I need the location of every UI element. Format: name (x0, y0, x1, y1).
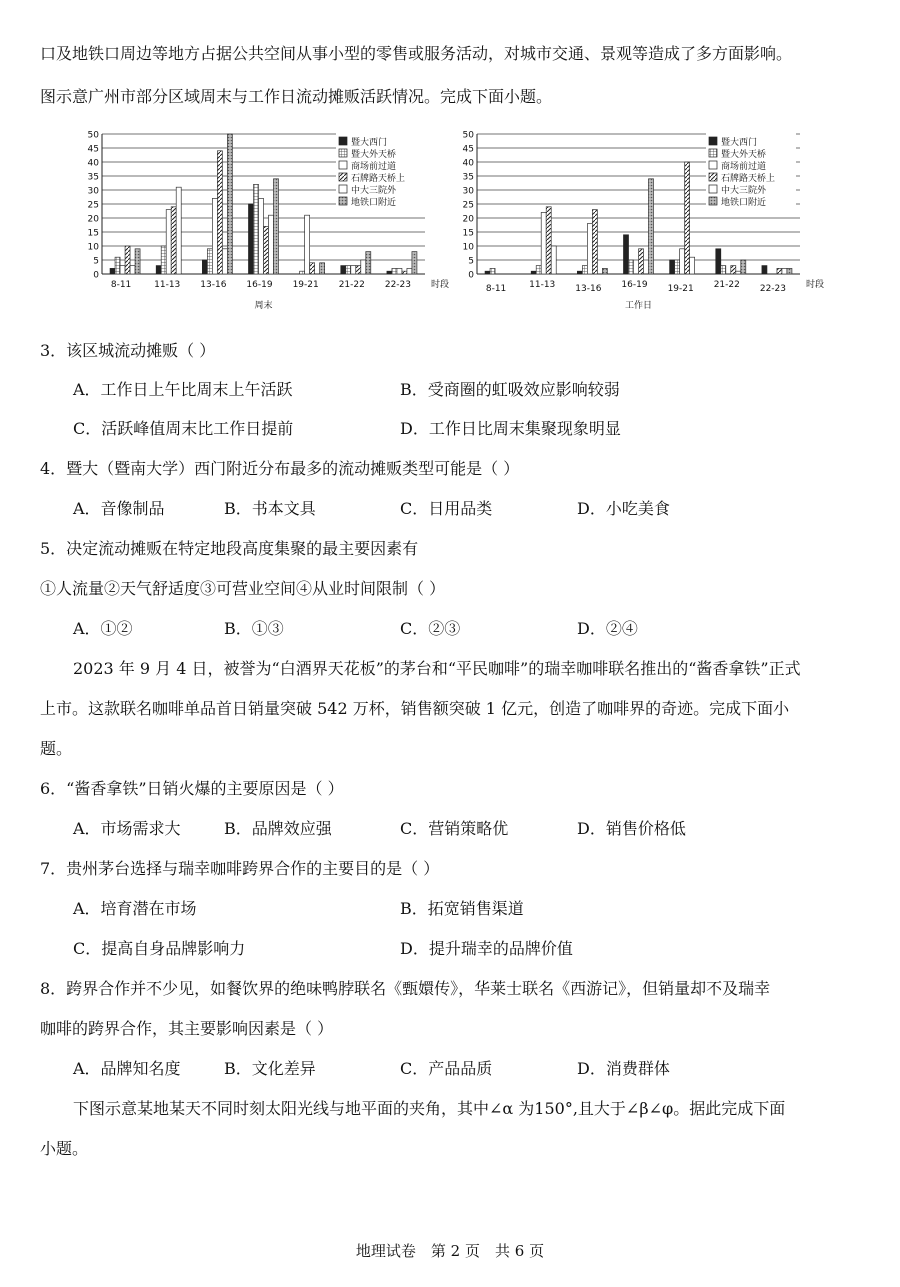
bar (171, 207, 176, 274)
passage3-line-1: 下图示意某地某天不同时刻太阳光线与地平面的夹角，其中∠α 为150°,且大于∠β∠φ。据此完成下面 (73, 1099, 786, 1118)
q6-option-c: C．营销策略优 (400, 819, 509, 838)
bar (731, 266, 736, 274)
x-tick-label: 8-11 (485, 284, 507, 294)
x-tick-label: 13-16 (575, 284, 602, 294)
passage3-line-2: 小题。 (40, 1139, 89, 1158)
q5-option-a: A．①② (73, 619, 133, 638)
bar (685, 162, 690, 274)
bar (274, 179, 279, 274)
bar (254, 184, 259, 274)
legend-swatch (709, 161, 717, 169)
legend-entry: 暨大西门 (721, 138, 758, 148)
x-tick-label: 8-11 (110, 280, 132, 290)
bar (392, 268, 397, 274)
bar (782, 268, 787, 274)
y-tick-label: 5 (468, 256, 474, 267)
q3-option-a: A．工作日上午比周末上午活跃 (73, 380, 293, 399)
bar (222, 249, 227, 274)
bar (120, 266, 125, 274)
q8-option-c: C．产品品质 (400, 1059, 493, 1078)
bar (269, 215, 274, 274)
y-tick-label: 30 (87, 186, 99, 197)
q6-option-d: D．销售价格低 (577, 819, 686, 838)
q5-option-d: D．②④ (577, 619, 638, 638)
legend-entry: 中大三院外 (351, 186, 397, 196)
y-tick-label: 45 (87, 144, 99, 155)
bar (130, 266, 135, 274)
bar (629, 260, 634, 274)
legend-swatch (709, 149, 717, 157)
bar (624, 235, 629, 274)
bar (207, 249, 212, 274)
bar (762, 266, 767, 274)
q8-option-b: B．文化差异 (224, 1059, 316, 1078)
page-footer: 地理试卷 第 2 页 共 6 页 (355, 1242, 545, 1260)
bar (110, 268, 115, 274)
chart-title: 周末 (254, 301, 273, 311)
bar (397, 268, 402, 274)
bar (587, 224, 592, 274)
bar (582, 266, 587, 274)
q7-option-b: B．拓宽销售渠道 (400, 899, 524, 918)
y-tick-label: 10 (87, 242, 99, 253)
bar (690, 257, 695, 274)
bar (402, 271, 407, 274)
legend-swatch (709, 173, 717, 181)
y-tick-label: 25 (87, 200, 99, 211)
legend-swatch (339, 161, 347, 169)
bar (412, 252, 417, 274)
bar (212, 198, 217, 274)
q8-stem: 8．跨界合作并不少见，如餐饮界的绝味鸭脖联名《甄嬛传》，华莱士联名《西游记》，但销量却不及瑞幸 (40, 979, 771, 998)
q5-stem-line2: ①人流量②天气舒适度③可营业空间④从业时间限制（ ） (40, 579, 446, 598)
x-tick-label: 21-22 (713, 280, 740, 290)
x-tick-label: 16-19 (621, 280, 648, 290)
y-tick-label: 15 (87, 228, 99, 239)
bar (670, 260, 675, 274)
passage2-line-3: 题。 (40, 739, 73, 758)
bar (387, 271, 392, 274)
y-tick-label: 15 (462, 228, 474, 239)
bar (300, 271, 305, 274)
legend-entry: 地铁口附近 (721, 198, 767, 208)
y-tick-label: 30 (462, 186, 474, 197)
bar (546, 207, 551, 274)
bar (721, 266, 726, 274)
q7-option-c: C．提高自身品牌影响力 (73, 939, 246, 958)
bar (356, 266, 361, 274)
x-tick-label: 11-13 (529, 280, 556, 290)
bar (551, 246, 556, 274)
weekend-chart (80, 124, 460, 328)
legend-entry: 石牌路天桥上 (351, 174, 406, 184)
bar (135, 249, 140, 274)
q7-stem: 7．贵州茅台选择与瑞幸咖啡跨界合作的主要目的是（ ） (40, 859, 440, 878)
bar (602, 268, 607, 274)
bar (577, 271, 582, 274)
q3-option-d: D．工作日比周末集聚现象明显 (400, 419, 621, 438)
bar (680, 249, 685, 274)
legend-entry: 商场前过道 (351, 162, 397, 172)
x-tick-label: 22-23 (759, 284, 787, 294)
x-tick-label: 19-21 (667, 284, 694, 294)
legend (706, 133, 796, 209)
bar (716, 249, 721, 274)
bar (736, 271, 741, 274)
y-tick-label: 50 (462, 130, 474, 141)
bar (125, 246, 130, 274)
y-tick-label: 40 (462, 158, 474, 169)
chart-title: 工作日 (624, 301, 653, 311)
bar (361, 260, 366, 274)
intro-line-1: 口及地铁口周边等地方占据公共空间从事小型的零售或服务活动，对城市交通、景观等造成了多方面影响。 (40, 44, 793, 63)
y-tick-label: 35 (462, 172, 474, 183)
x-tick-label: 22-23 (384, 280, 412, 290)
x-tick-label: 19-21 (292, 280, 319, 290)
bar (490, 268, 495, 274)
bar (320, 263, 325, 274)
bar (541, 212, 546, 274)
q8-option-a: A．品牌知名度 (73, 1059, 181, 1078)
bar (485, 271, 490, 274)
bar (649, 179, 654, 274)
bar (787, 268, 792, 274)
weekday-chart (455, 124, 845, 328)
bar (639, 249, 644, 274)
q8-stem-line2: 咖啡的跨界合作，其主要影响因素是（ ） (40, 1019, 334, 1038)
bar (305, 215, 310, 274)
y-tick-label: 45 (462, 144, 474, 155)
q5-stem: 5．决定流动摊贩在特定地段高度集聚的最主要因素有 (40, 539, 419, 558)
x-tick-label: 13-16 (200, 280, 227, 290)
bar (227, 134, 232, 274)
bar (341, 266, 346, 274)
bar (259, 198, 264, 274)
q4-stem: 4．暨大（暨南大学）西门附近分布最多的流动摊贩类型可能是（ ） (40, 459, 520, 478)
legend-swatch (709, 185, 717, 193)
q4-option-a: A．音像制品 (73, 499, 165, 518)
legend-entry: 暨大西门 (351, 138, 388, 148)
q4-option-b: B．书本文具 (224, 499, 316, 518)
bar (346, 266, 351, 274)
passage2-line-2: 上市。这款联名咖啡单品首日销量突破 542 万杯，销售额突破 1 亿元，创造了咖啡界的奇迹。完成下面小 (40, 699, 790, 718)
x-axis-label: 时段 (431, 280, 450, 290)
y-tick-label: 0 (468, 270, 474, 281)
legend-entry: 商场前过道 (721, 162, 767, 172)
q3-stem: 3．该区城流动摊贩（ ） (40, 341, 216, 360)
bar (351, 266, 356, 274)
y-tick-label: 40 (87, 158, 99, 169)
y-tick-label: 20 (87, 214, 99, 225)
x-tick-label: 21-22 (338, 280, 365, 290)
passage2-line-1: 2023 年 9 月 4 日，被誉为“白酒界天花板”的茅台和“平民咖啡”的瑞幸咖啡联名推出的“酱香拿铁”正式 (73, 659, 801, 678)
q5-option-c: C．②③ (400, 619, 461, 638)
y-tick-label: 50 (87, 130, 99, 141)
x-tick-label: 16-19 (246, 280, 273, 290)
legend-swatch (339, 173, 347, 181)
bar (675, 260, 680, 274)
legend-entry: 地铁口附近 (351, 198, 397, 208)
bar (264, 226, 269, 274)
x-axis-label: 时段 (806, 280, 825, 290)
q7-option-d: D．提升瑞幸的品牌价值 (400, 939, 573, 958)
y-tick-label: 20 (462, 214, 474, 225)
legend-entry: 暨大外天桥 (721, 150, 767, 160)
bar (741, 260, 746, 274)
y-tick-label: 25 (462, 200, 474, 211)
y-tick-label: 0 (93, 270, 99, 281)
legend-swatch (709, 137, 717, 145)
y-tick-label: 5 (93, 256, 99, 267)
bar (536, 266, 541, 274)
q6-option-a: A．市场需求大 (73, 819, 181, 838)
bar (777, 268, 782, 274)
bar (202, 260, 207, 274)
intro-line-2: 图示意广州市部分区域周末与工作日流动摊贩活跃情况。完成下面小题。 (40, 87, 553, 106)
bar (249, 204, 254, 274)
bar (166, 210, 171, 274)
legend-entry: 中大三院外 (721, 186, 767, 196)
q4-option-c: C．日用品类 (400, 499, 493, 518)
x-tick-label: 11-13 (154, 280, 181, 290)
bar (531, 271, 536, 274)
q3-option-b: B．受商圈的虹吸效应影响较弱 (400, 380, 620, 399)
legend-swatch (339, 197, 347, 205)
legend-swatch (339, 149, 347, 157)
q8-option-d: D．消费群体 (577, 1059, 670, 1078)
legend-entry: 石牌路天桥上 (721, 174, 776, 184)
q7-option-a: A．培育潜在市场 (73, 899, 197, 918)
bar (115, 257, 120, 274)
legend-swatch (339, 137, 347, 145)
q3-option-c: C．活跃峰值周末比工作日提前 (73, 419, 294, 438)
bar (310, 263, 315, 274)
bar (156, 266, 161, 274)
q6-stem: 6．“酱香拿铁”日销火爆的主要原因是（ ） (40, 779, 344, 798)
bar (407, 268, 412, 274)
legend-entry: 暨大外天桥 (351, 150, 397, 160)
legend-swatch (339, 185, 347, 193)
bar (217, 151, 222, 274)
y-tick-label: 10 (462, 242, 474, 253)
bar (161, 246, 166, 274)
q5-option-b: B．①③ (224, 619, 284, 638)
bar (366, 252, 371, 274)
bar (176, 187, 181, 274)
legend-swatch (709, 197, 717, 205)
q6-option-b: B．品牌效应强 (224, 819, 332, 838)
legend (336, 133, 426, 209)
bar (592, 210, 597, 274)
q4-option-d: D．小吃美食 (577, 499, 670, 518)
y-tick-label: 35 (87, 172, 99, 183)
